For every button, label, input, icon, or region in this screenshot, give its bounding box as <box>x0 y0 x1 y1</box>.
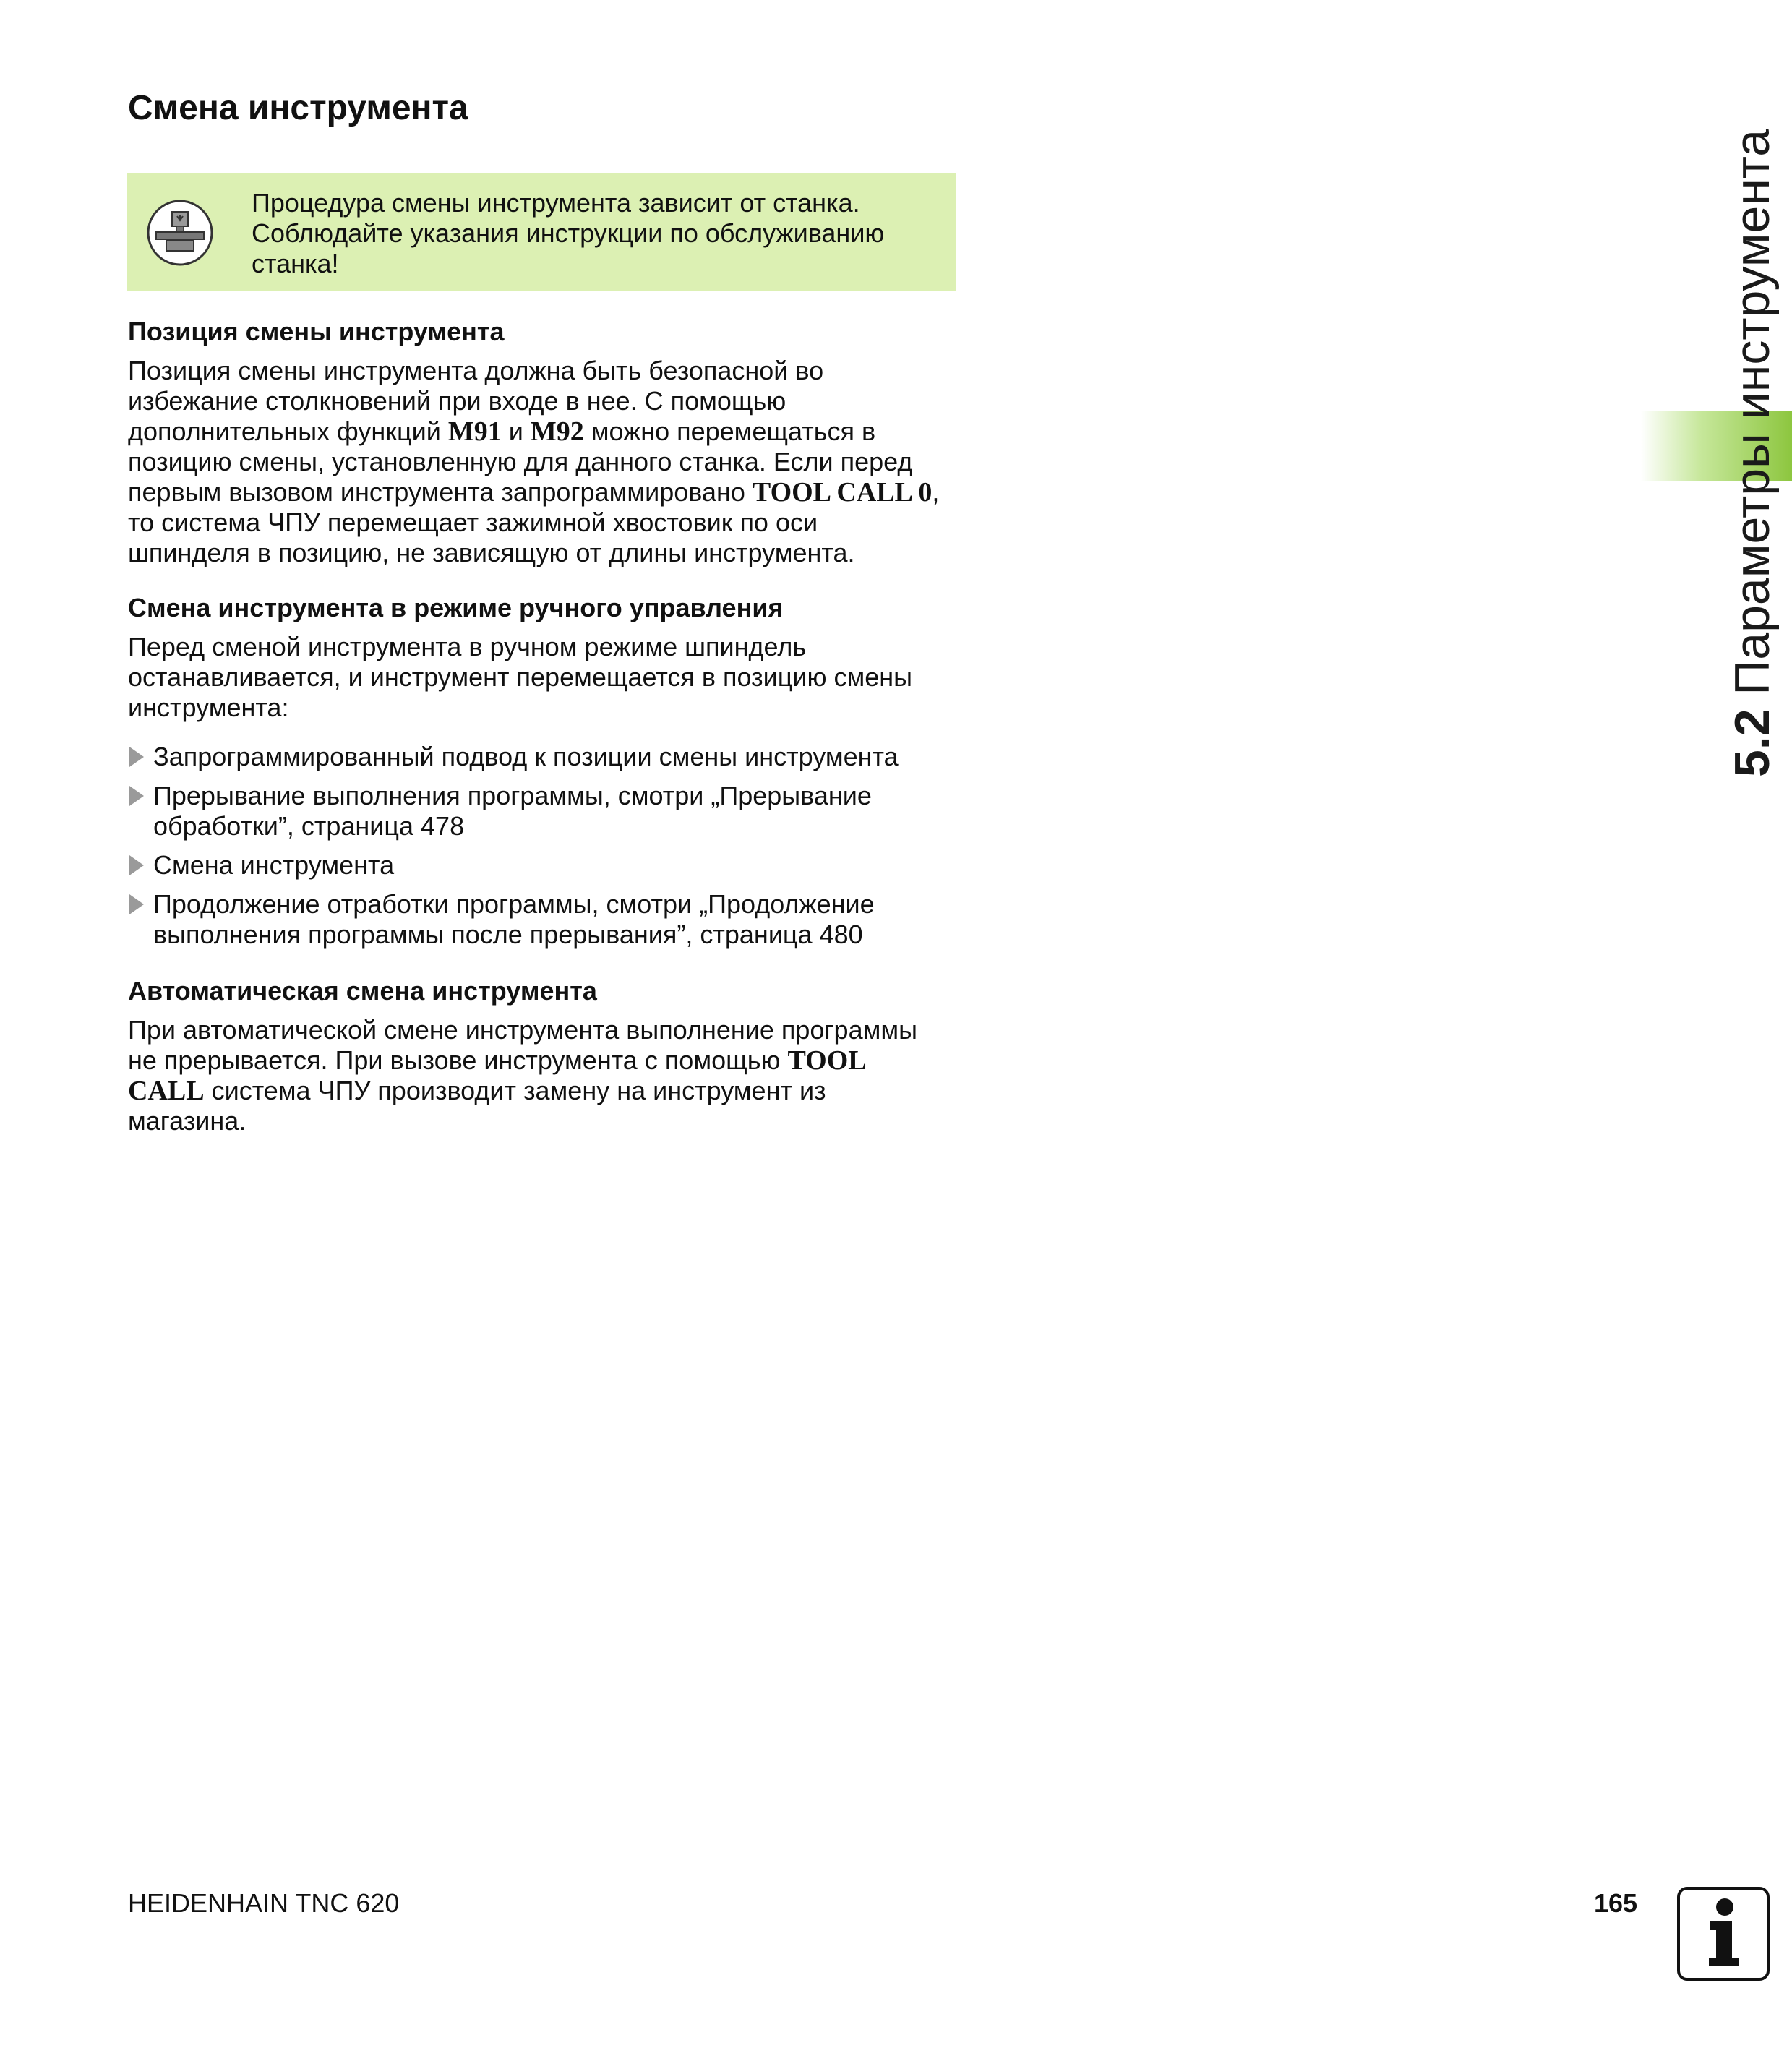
text-line: останавливается, и инструмент перемещается в позицию смены <box>128 662 913 692</box>
text-line <box>128 1045 917 1076</box>
text-run: можно перемещаться в <box>583 416 876 446</box>
chapter-title <box>1724 129 1780 777</box>
list-item-text: Продолжение отработки программы, смотри „Продолжение <box>153 889 875 919</box>
page-title: Смена инструмента <box>128 89 468 127</box>
text-run: система ЧПУ производит замену на инструмент из <box>204 1076 826 1105</box>
footer-product: HEIDENHAIN TNC 620 <box>128 1888 400 1918</box>
section-body-auto <box>128 1015 917 1136</box>
text-line: позицию смены, установленную для данного станка. Если перед <box>128 447 913 476</box>
text-run: не прерывается. При вызове инструмента с помощью <box>128 1045 788 1075</box>
note-line: Процедура смены инструмента зависит от станка. <box>252 188 860 218</box>
section-heading-auto: Автоматическая смена инструмента <box>128 976 597 1006</box>
info-icon <box>1677 1887 1770 1981</box>
procedure-list <box>128 742 981 959</box>
info-glyph <box>1680 1890 1767 1978</box>
text-line: Перед сменой инструмента в ручном режиме шпиндель <box>128 632 807 661</box>
machine-note-text <box>252 188 946 279</box>
code-call: CALL <box>128 1076 205 1106</box>
note-line: Соблюдайте указания инструкции по обслуживанию <box>252 218 885 248</box>
text-run: , <box>932 477 940 507</box>
list-item-text: Прерывание выполнения программы, смотри „Прерывание <box>153 781 872 810</box>
text-line: магазина. <box>128 1106 246 1136</box>
list-item-text: обработки”, страница 478 <box>153 811 465 841</box>
list-item-text: Смена инструмента <box>153 850 395 880</box>
text-run: и <box>501 416 531 446</box>
text-run: дополнительных функций <box>128 416 448 446</box>
section-heading-manual: Смена инструмента в режиме ручного управления <box>128 593 784 622</box>
code-tool: TOOL <box>787 1045 867 1076</box>
bullet-triangle-icon <box>129 747 144 767</box>
list-item <box>128 742 981 772</box>
note-line: станка! <box>252 249 339 278</box>
text-line <box>128 477 939 507</box>
text-line: шпинделя в позицию, не зависящую от длины инструмента. <box>128 538 855 567</box>
section-body-position <box>128 356 939 568</box>
chapter-name: Параметры инструмента <box>1725 129 1780 709</box>
chapter-number: 5.2 <box>1725 708 1780 777</box>
list-item <box>128 781 981 841</box>
text-line: то система ЧПУ перемещает зажимной хвостовик по оси <box>128 507 818 537</box>
section-body-manual <box>128 632 912 723</box>
code-tool-call-0: TOOL CALL 0 <box>752 477 933 507</box>
text-line: избежание столкновений при входе в нее. С помощью <box>128 386 786 416</box>
page-number: 165 <box>1594 1888 1638 1918</box>
list-item <box>128 889 981 950</box>
bullet-triangle-icon <box>129 894 144 914</box>
text-line <box>128 1076 917 1106</box>
list-item-text: выполнения программы после прерывания”, страница 480 <box>153 920 863 949</box>
list-item <box>128 850 981 881</box>
text-line: инструмента: <box>128 693 289 722</box>
text-line: Позиция смены инструмента должна быть безопасной во <box>128 356 824 385</box>
text-run: первым вызовом инструмента запрограммировано <box>128 477 753 507</box>
section-heading-position: Позиция смены инструмента <box>128 317 505 346</box>
bullet-triangle-icon <box>129 855 144 875</box>
text-line <box>128 416 939 447</box>
machine-note-box <box>127 173 956 291</box>
list-item-text: Запрограммированный подвод к позиции смены инструмента <box>153 742 899 771</box>
bullet-triangle-icon <box>129 786 144 806</box>
text-line: При автоматической смене инструмента выполнение программы <box>128 1015 917 1045</box>
code-m92: M92 <box>530 416 584 447</box>
code-m91: M91 <box>447 416 502 447</box>
machine-note-icon <box>146 199 214 267</box>
